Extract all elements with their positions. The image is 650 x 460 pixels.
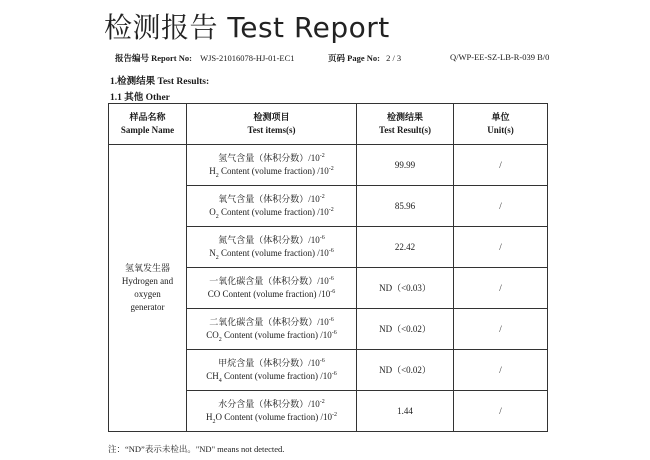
unit-cell: / [454, 186, 548, 227]
report-title: 检测报告 Test Report [104, 11, 390, 44]
test-item-en: $CH_4$ Content (volume fraction) $/10^{-6}$ [206, 371, 337, 384]
sample-name-en-2: oxygen [134, 289, 161, 299]
unit-cell: / [454, 350, 548, 391]
test-item-en: $H_2$ Content (volume fraction) $/10^{-2}$ [209, 166, 334, 179]
page-number-label: 页码 Page No: [328, 53, 380, 63]
test-item-cn: 二氧化碳含量（体积分数）$/10^{-6}$ [209, 317, 334, 327]
header-sample-name [109, 104, 187, 145]
sample-name-cn: 氢氧发生器 [124, 263, 170, 273]
document-code: Q/WP-EE-SZ-LB-R-039 B/0 [450, 52, 550, 62]
sample-name-cell [109, 145, 187, 432]
test-item-en: $H_2O$ Content (volume fraction) $/10^{-2}$ [206, 412, 337, 425]
test-item-cell [187, 268, 357, 309]
footnote: 注：“ND”表示未检出。"ND" means not detected. [108, 444, 285, 454]
header-test-results [357, 104, 454, 145]
test-result-cell: 99.99 [357, 145, 454, 186]
test-result-cell: 22.42 [357, 227, 454, 268]
header-sample-en: Sample Name [120, 125, 175, 135]
header-unit-cn: 单位 [491, 112, 510, 122]
test-item-en: $CO_2$ Content (volume fraction) $/10^{-6}$ [206, 330, 337, 343]
header-test-items [187, 104, 357, 145]
table-header-row [109, 104, 548, 145]
test-results-table [108, 103, 548, 432]
test-item-en: CO Content (volume fraction) $/10^{-6}$ [207, 289, 336, 299]
page-number [328, 52, 401, 64]
test-item-cn: 氮气含量（体积分数）$/10^{-6}$ [218, 235, 325, 245]
test-result-cell: 1.44 [357, 391, 454, 432]
section-heading-other: 1.1 其他 Other [110, 93, 170, 103]
test-item-cn: 氢气含量（体积分数）$/10^{-2}$ [218, 153, 325, 163]
test-item-cn: 水分含量（体积分数）$/10^{-2}$ [218, 399, 325, 409]
sample-name-en-3: generator [130, 302, 165, 312]
header-unit-en: Unit(s) [487, 125, 514, 135]
test-result-cell: ND（<0.02） [357, 350, 454, 391]
unit-cell: / [454, 309, 548, 350]
unit-cell: / [454, 391, 548, 432]
report-number [115, 52, 295, 64]
header-result-cn: 检测结果 [386, 112, 423, 122]
test-item-en: $O_2$ Content (volume fraction) $/10^{-2}$ [209, 207, 334, 220]
test-result-cell: 85.96 [357, 186, 454, 227]
test-item-cell [187, 227, 357, 268]
header-item-cn: 检测项目 [253, 112, 290, 122]
test-item-cell [187, 350, 357, 391]
test-item-cell [187, 309, 357, 350]
unit-cell: / [454, 145, 548, 186]
header-result-en: Test Result(s) [379, 125, 431, 135]
report-number-label: 报告编号 Report No: [115, 53, 192, 63]
test-item-en: $N_2$ Content (volume fraction) $/10^{-6}$ [209, 248, 334, 261]
table-row [109, 145, 548, 186]
unit-cell: / [454, 268, 548, 309]
sample-name-en-1: Hydrogen and [121, 276, 174, 286]
unit-cell: / [454, 227, 548, 268]
test-item-cn: 一氧化碳含量（体积分数）$/10^{-6}$ [209, 276, 334, 286]
header-units [454, 104, 548, 145]
test-item-cn: 氧气含量（体积分数）$/10^{-2}$ [218, 194, 325, 204]
test-item-cn: 甲烷含量（体积分数）$/10^{-6}$ [218, 358, 325, 368]
page-number-value: 2 / 3 [386, 53, 402, 63]
test-result-cell: ND（<0.02） [357, 309, 454, 350]
test-item-cell [187, 391, 357, 432]
report-number-value: WJS-21016078-HJ-01-EC1 [200, 53, 295, 63]
header-item-en: Test items(s) [247, 125, 296, 135]
test-item-cell [187, 186, 357, 227]
test-result-cell: ND（<0.03） [357, 268, 454, 309]
section-heading-test-results: 1.检测结果 Test Results: [110, 77, 210, 87]
header-sample-cn: 样品名称 [129, 112, 166, 122]
test-item-cell [187, 145, 357, 186]
